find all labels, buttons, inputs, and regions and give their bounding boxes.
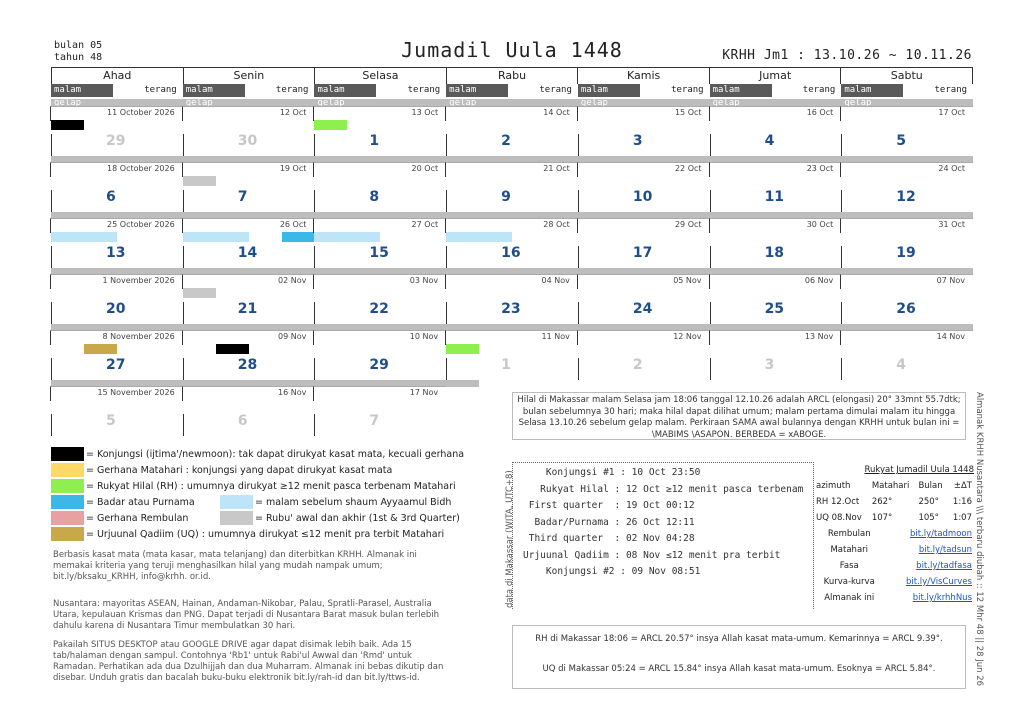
day-header-2: Selasa [315,68,447,84]
hijri-day-number: 7 [237,189,248,205]
phase-marker [446,344,479,354]
gregorian-date: 12 Nov [673,332,702,341]
day-subheader-5 [710,84,842,108]
cell-left-line [446,246,447,268]
hijri-day-number: 19 [896,245,916,261]
phase-marker [51,120,84,130]
cell-left-line [710,134,711,156]
day-cell [710,218,842,268]
week-row [51,218,973,268]
rk-head-2: Bulan [918,481,943,491]
gregorian-date: 15 November 2026 [97,388,175,397]
hijri-day-number: 9 [501,189,511,205]
gregorian-date: 14 Oct [543,108,570,117]
gregorian-date: 27 Oct [411,220,439,229]
event-line: Third quarter : 02 Nov 04:28 [523,533,695,544]
day-cell [578,274,710,324]
hijri-day-number: 15 [369,245,389,261]
legend-item [51,526,464,542]
hijri-day-number: 16 [501,245,521,261]
gregorian-date: 1 November 2026 [102,276,175,285]
hijri-day-number: 3 [764,357,775,373]
rukyat-table [814,462,974,606]
legend-swatch [51,511,84,525]
day-cell [841,106,973,156]
page-title: Jumadil Uula 1448 [401,38,623,62]
day-header-5: Jumat [710,68,842,84]
hijri-day-number: 14 [237,245,258,261]
cell-left-line [841,246,842,268]
legend-text: = Konjungsi (ijtima'/newmoon): tak dapat dirukyat kasat mata, kecuali gerhana [86,448,465,460]
phase-marker [314,232,380,242]
day-subheader-row [51,84,973,108]
calendar-grid [51,67,973,436]
cell-left-line [841,190,842,212]
resource-link[interactable]: bit.ly/tadsun [918,545,972,555]
cell-left-line [183,134,184,156]
gregorian-date: 14 Nov [936,332,965,341]
day-cell [578,162,710,212]
gregorian-date: 26 Oct [279,220,307,229]
gregorian-date: 30 Oct [806,220,834,229]
day-cell [51,386,183,436]
uq-summary: UQ di Makassar 05:24 = ARCL 15.84° insya Allah kasat mata-umum. Esoknya = ARCL 5.84°. [542,664,936,674]
gregorian-date: 11 October 2026 [107,108,175,117]
gregorian-date: 05 Nov [673,276,702,285]
week-row [51,274,973,324]
rk-head-0: azimuth [816,481,851,491]
phase-marker [183,288,216,298]
day-cell [314,218,446,268]
hijri-day-number: 2 [632,357,643,373]
gregorian-date: 17 Nov [409,388,439,397]
malam-gelap-label: malam gelap [841,84,903,97]
day-cell [183,330,315,380]
bulan-label: bulan 05 [54,40,103,51]
day-cell [183,162,315,212]
day-cell [446,330,578,380]
day-cell [841,162,973,212]
cell-left-line [578,358,579,380]
cell-left-line [446,358,447,380]
day-cell [446,106,578,156]
day-cell [183,274,315,324]
gregorian-date: 11 Nov [541,332,570,341]
side-vertical-note: Almanak KRHH Nusantara \\\ terbaru diubah :: 12 Mhr 48 || 28 Jun 26 [974,392,984,687]
hijri-day-number: 22 [369,301,389,317]
cell-left-line [578,134,579,156]
day-cell [446,274,578,324]
gregorian-date: 25 October 2026 [107,220,175,229]
gregorian-date: 02 Nov [278,276,307,285]
day-cell [841,330,973,380]
hilal-info-box: Hilal di Makassar malam Selasa jam 18:06 tanggal 12.10.26 adalah ARCL (elongasi) 20° 33mnt 55.7dtk; bulan sebelumnya 30 hari; maka hilal dapat dilihat umum; malam pertama dimulai malam itu hingga Selasa 13.10.26 sebelum gelap malam. Perkiraan SAMA awal bulannya dengan KRHH untuk bulan ini = \MABIMS \ASAPON. BERBEDA = xABOGE. [512,392,966,440]
day-cell [446,218,578,268]
rh-summary: RH di Makassar 18:06 = ARCL 20.57° insya Allah kasat mata-umum. Kemarinnya = ARCL 9.39°. [535,634,943,644]
hijri-day-number: 12 [896,189,916,205]
legend-item [51,462,464,478]
legend-swatch [51,479,84,493]
malam-gelap-label: malam gelap [314,84,376,97]
event-line: Konjungsi #1 : 10 Oct 23:50 [523,467,701,478]
gregorian-date: 06 Nov [804,276,834,285]
legend-text: = malam sebelum shaum Ayyaamul Bidh [255,496,452,508]
day-cell [314,386,446,436]
rk-head-1: Matahari [871,481,910,491]
terang-label: terang [275,85,309,95]
rukyat-title: Rukyat Jumadil Uula 1448 [864,465,974,475]
link-label: Fasa [839,561,859,571]
hijri-day-number: 6 [237,413,248,429]
day-header-row [51,67,973,84]
gregorian-date: 07 Nov [936,276,965,285]
events-list [512,462,814,609]
cell-left-line [841,302,842,324]
rk-head-3: ±ΔT [953,481,972,491]
day-cell [51,162,183,212]
hijri-day-number: 27 [106,357,126,373]
cell-left-line [51,246,52,268]
malam-gelap-label: malam gelap [51,84,113,97]
day-cell [51,330,183,380]
cell-left-line [314,190,315,212]
day-header-3: Rabu [447,68,579,84]
terang-label: terang [144,85,177,95]
cell-left-line [183,246,184,268]
gregorian-date: 12 Oct [279,108,307,117]
day-cell [314,162,446,212]
hijri-day-number: 11 [764,189,785,205]
day-cell [314,274,446,324]
cell-left-line [51,414,52,436]
cell-left-line [446,302,447,324]
legend-item [51,478,464,494]
hijri-day-number: 20 [106,301,126,317]
terang-label: terang [802,85,836,95]
event-line: Rukyat Hilal : 12 Oct ≥12 menit pasca terbenam [523,483,804,495]
event-line: Konjungsi #2 : 09 Nov 08:51 [523,566,701,577]
day-header-0: Ahad [51,68,184,84]
phase-marker [183,176,216,186]
event-line: Badar/Purnama : 26 Oct 12:11 [523,516,695,528]
krhh-range: KRHH Jm1 : 13.10.26 ~ 10.11.26 [722,48,972,63]
day-cell [578,218,710,268]
day-cell [578,330,710,380]
gregorian-date: 16 Oct [806,108,834,117]
day-cell [841,274,973,324]
legend-text: = Rukyat Hilal (RH) : umumnya dirukyat ≥12 menit pasca terbenam Matahari [86,480,456,492]
malam-gelap-label: malam gelap [446,84,508,97]
day-cell [314,330,446,380]
legend-text: = Gerhana Matahari : konjungsi yang dapat dirukyat kasat mata [86,464,393,476]
cell-left-line [314,358,315,380]
rk-r1-3: 1:16 [952,497,972,507]
cell-left-line [446,134,447,156]
link-label: Rembulan [827,529,871,539]
phase-marker [446,232,512,242]
hijri-day-number: 4 [896,357,907,373]
rk-r2-2: 105° [918,513,939,523]
gregorian-date: 28 Oct [543,220,570,229]
hijri-day-number: 25 [764,301,785,317]
cell-left-line [51,190,52,212]
hijri-day-number: 10 [632,189,653,205]
gregorian-date: 03 Nov [409,276,439,285]
arcl-summary-box [512,625,966,689]
hijri-day-number: 13 [106,245,126,261]
link-label: Kurva-kurva [823,577,875,587]
cell-left-line [314,246,315,268]
gregorian-date: 22 Oct [674,164,702,173]
note-nusantara: Nusantara: mayoritas ASEAN, Hainan, Andaman-Nikobar, Palau, Spratli-Parasel, Australia Utara, kepulauan Krismas dan PNG. Dapat terjadi di Nusantara Barat masuk bulan terlebih dahulu karena di Nusantara Timur membulatkan 30 hari. [53,599,439,631]
gregorian-date: 24 Oct [938,164,965,173]
legend-item [51,494,464,510]
hijri-day-number: 6 [106,189,116,205]
hijri-day-number: 3 [632,133,643,149]
gregorian-date: 09 Nov [278,332,307,341]
day-cell [51,218,183,268]
link-label: Almanak ini [824,593,875,603]
resource-link[interactable]: bit.ly/VisCurves [906,577,972,587]
cell-left-line [841,358,842,380]
cell-left-line [578,246,579,268]
phase-marker [183,232,249,242]
legend-swatch [220,511,253,525]
legend [51,446,464,542]
terang-label: terang [407,85,441,95]
week-row [51,330,973,380]
rk-r1-2: 250° [918,497,939,507]
legend-text: = Badar atau Purnama [86,496,195,508]
hijri-day-number: 1 [369,133,380,149]
rk-r1-1: 262° [871,497,893,507]
week-row [51,106,973,156]
day-header-6: Sabtu [841,68,973,84]
day-subheader-4 [578,84,710,108]
hijri-day-number: 7 [369,413,380,429]
note-criteria: Berbasis kasat mata (mata kasar, mata telanjang) dan diterbitkan KRHH. Almanak ini memakai kriteria yang teruji menghasilkan hilal yang mudah nampak umum; bit.ly/bksaku_KRHH, info@krhh. or.id. [53,550,417,582]
gregorian-date: 18 October 2026 [107,164,175,173]
cell-left-line [51,302,52,324]
day-subheader-3 [446,84,578,108]
day-cell [578,106,710,156]
note-usage: Pakailah SITUS DESKTOP atau GOOGLE DRIVE agar dapat disimak lebih baik. Ada 15 tab/halaman dengan sampul. Contohnya 'Rb1' untuk Rabi'ul Awwal dan 'Rmd' untuk Ramadan. Perhatikan ada dua Dzulhijjah dan dua Muharram. Almanak ini bebas dikutip dan disebar. Unduh gratis dan bacalah buku-buku elektronik bit.ly/rah-id dan bit.ly/ttws-id. [53,640,444,683]
rk-r2-1: 107° [871,513,893,523]
malam-gelap-label: malam gelap [710,84,772,97]
legend-swatch [51,447,84,461]
phase-marker [216,344,249,354]
day-cell [51,274,183,324]
legend-text: = Rubu' awal dan akhir (1st & 3rd Quarter) [255,512,460,524]
cell-left-line [183,302,184,324]
day-header-1: Senin [184,68,316,84]
gregorian-date: 04 Nov [541,276,570,285]
gregorian-date: 13 Oct [411,108,439,117]
legend-swatch [220,495,253,509]
rk-r2-0: UQ 08.Nov [816,513,862,523]
gregorian-date: 16 Nov [278,388,307,397]
phase-marker [282,232,315,242]
gregorian-date: 17 Oct [938,108,965,117]
day-subheader-1 [183,84,315,108]
gregorian-date: 15 Oct [674,108,702,117]
terang-label: terang [671,85,704,95]
hijri-day-number: 4 [764,133,775,149]
hijri-day-number: 29 [369,357,389,373]
gregorian-date: 19 Oct [279,164,307,173]
hijri-day-number: 2 [501,133,511,149]
malam-gelap-label: malam gelap [578,84,640,97]
cell-left-line [578,302,579,324]
hijri-day-number: 24 [632,301,653,317]
hijri-day-number: 28 [237,357,258,373]
day-cell [841,218,973,268]
hijri-day-number: 26 [896,301,916,317]
cell-left-line [51,358,52,380]
day-cell [183,386,315,436]
day-subheader-6 [841,84,973,108]
malam-gelap-label: malam gelap [183,84,245,97]
gregorian-date: 8 November 2026 [102,332,175,341]
hijri-day-number: 29 [106,133,126,149]
rk-r2-3: 1:07 [952,513,972,523]
legend-item [51,446,464,462]
day-header-4: Kamis [578,68,710,84]
event-line: Urjuunal Qadiim : 08 Nov ≤12 menit pra terbit [523,549,781,561]
hijri-day-number: 8 [369,189,380,205]
gregorian-date: 20 Oct [411,164,439,173]
week-row [51,162,973,212]
gregorian-date: 10 Nov [409,332,439,341]
terang-label: terang [539,85,572,95]
cell-left-line [51,134,52,156]
cell-left-line [314,134,315,156]
resource-link[interactable]: bit.ly/tadmoon [909,529,972,539]
day-cell [710,106,842,156]
cell-left-line [314,302,315,324]
link-label: Matahari [830,545,869,555]
hijri-day-number: 5 [106,413,116,429]
cell-left-line [446,190,447,212]
legend-text: = Urjuunal Qadiim (UQ) : umumnya dirukyat ≤12 menit pra terbit Matahari [86,528,445,540]
cell-left-line [710,246,711,268]
day-cell [51,106,183,156]
legend-swatch [51,495,84,509]
phase-marker [51,232,117,242]
gregorian-date: 31 Oct [938,220,965,229]
legend-text: = Gerhana Rembulan [86,512,189,524]
hijri-day-number: 18 [764,245,785,261]
terang-label: terang [934,85,968,95]
hijri-day-number: 17 [632,245,653,261]
hijri-day-number: 21 [237,301,258,317]
legend-item [51,510,464,526]
hijri-day-number: 30 [237,133,258,149]
day-subheader-0 [51,84,183,108]
gregorian-date: 13 Nov [804,332,834,341]
phase-marker [314,120,347,130]
events-vertical-label: data di Makassar (WITA, UTC+8) [505,470,515,608]
day-cell [710,330,842,380]
cell-left-line [183,190,184,212]
cell-left-line [183,414,184,436]
phase-marker [84,344,117,354]
cell-left-line [710,190,711,212]
hijri-day-number: 5 [896,133,907,149]
cell-left-line [578,190,579,212]
hijri-day-number: 1 [501,357,511,373]
day-cell [710,162,842,212]
rk-r1-0: RH 12.Oct [816,497,860,507]
day-cell [710,274,842,324]
gregorian-date: 21 Oct [543,164,570,173]
gregorian-date: 29 Oct [674,220,702,229]
cell-left-line [183,358,184,380]
cell-left-line [841,134,842,156]
legend-swatch [51,527,84,541]
day-cell [446,162,578,212]
day-subheader-2 [314,84,446,108]
cell-left-line [710,358,711,380]
cell-left-line [710,302,711,324]
legend-swatch [51,463,84,477]
resource-link[interactable]: bit.ly/tadfasa [916,561,972,571]
tahun-label: tahun 48 [54,52,103,63]
weeks-container [51,106,973,436]
event-line: First quarter : 19 Oct 00:12 [523,500,695,511]
day-cell [183,218,315,268]
day-cell [183,106,315,156]
cell-left-line [314,414,315,436]
hijri-day-number: 23 [501,301,521,317]
gregorian-date: 23 Oct [806,164,834,173]
resource-link[interactable]: bit.ly/krhhNus [912,593,972,603]
day-cell [314,106,446,156]
